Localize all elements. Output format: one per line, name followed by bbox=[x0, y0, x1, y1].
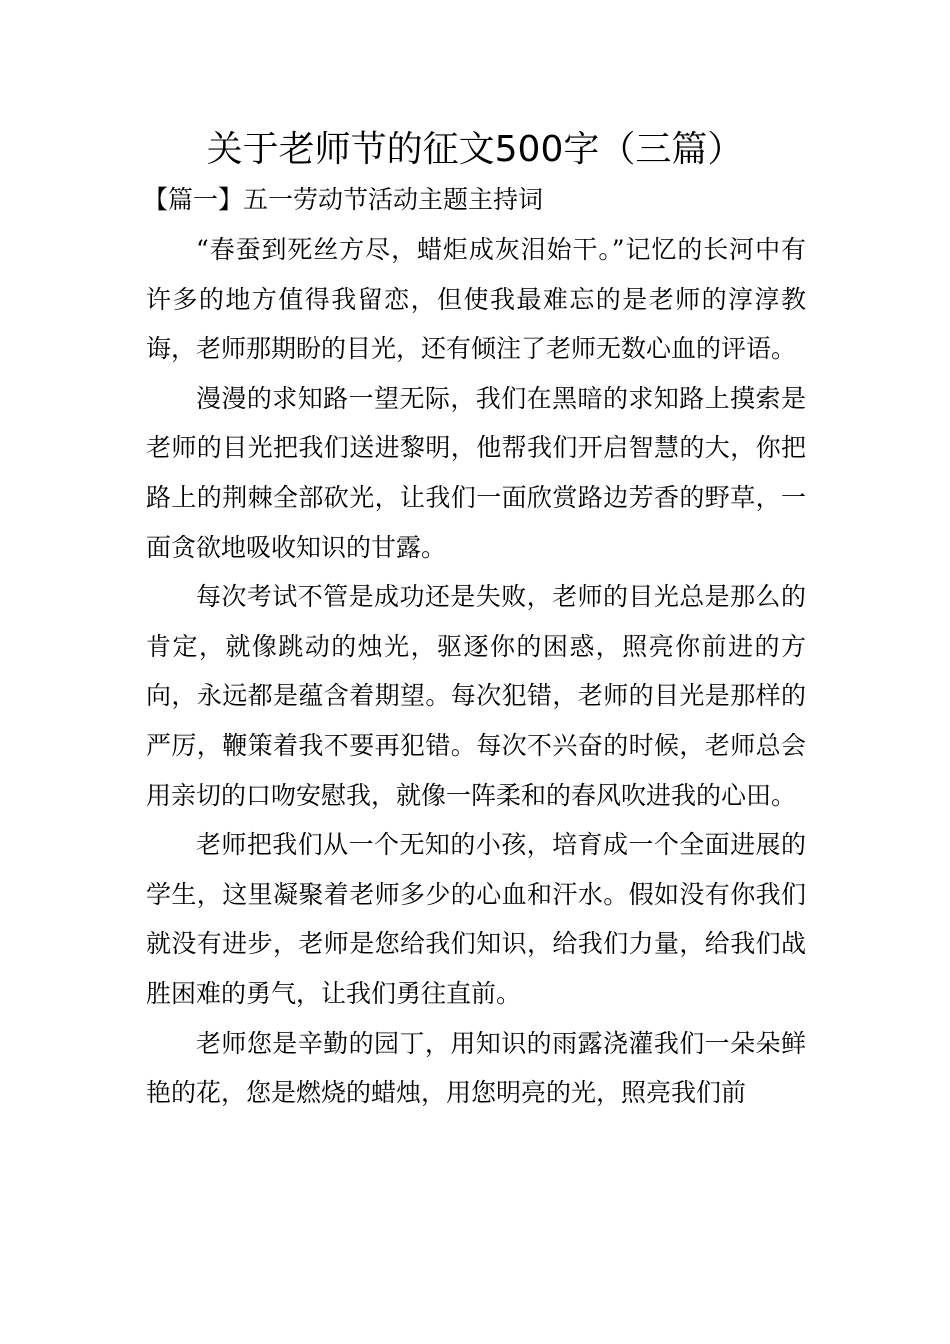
paragraph: 老师您是辛勤的园丁，用知识的雨露浇灌我们一朵朵鲜艳的花，您是燃烧的蜡烛，用您明亮的光，照亮我们前 bbox=[146, 1028, 806, 1108]
paragraph: 漫漫的求知路一望无际，我们在黑暗的求知路上摸索是老师的目光把我们送进黎明，他帮我们开启智慧的大，你把路上的荆棘全部砍光，让我们一面欣赏路边芳香的野草，一面贪欲地吸收知识的甘露。 bbox=[146, 383, 806, 562]
paragraph: “春蚕到死丝方尽，蜡炬成灰泪始干。”记忆的长河中有许多的地方值得我留恋，但使我最难忘的是老师的淳淳教诲，老师那期盼的目光，还有倾注了老师无数心血的评语。 bbox=[146, 235, 806, 364]
document-body bbox=[146, 225, 806, 1118]
paragraph: 老师把我们从一个无知的小孩，培育成一个全面进展的学生，这里凝聚着老师多少的心血和汗水。假如没有你我们就没有进步，老师是您给我们知识，给我们力量，给我们战胜困难的勇气，让我们勇往直前。 bbox=[146, 830, 806, 1008]
paragraph: 每次考试不管是成功还是失败，老师的目光总是那么的肯定，就像跳动的烛光，驱逐你的困惑，照亮你前进的方向，永远都是蕴含着期望。每次犯错，老师的目光是那样的严厉，鞭策着我不要再犯错。每次不兴奋的时候，老师总会用亲切的口吻安慰我，就像一阵柔和的春风吹进我的心田。 bbox=[146, 582, 806, 810]
document-title: 关于老师节的征文500字（三篇） bbox=[206, 129, 744, 170]
section-heading: 【篇一】五一劳动节活动主题主持词 bbox=[143, 185, 544, 214]
